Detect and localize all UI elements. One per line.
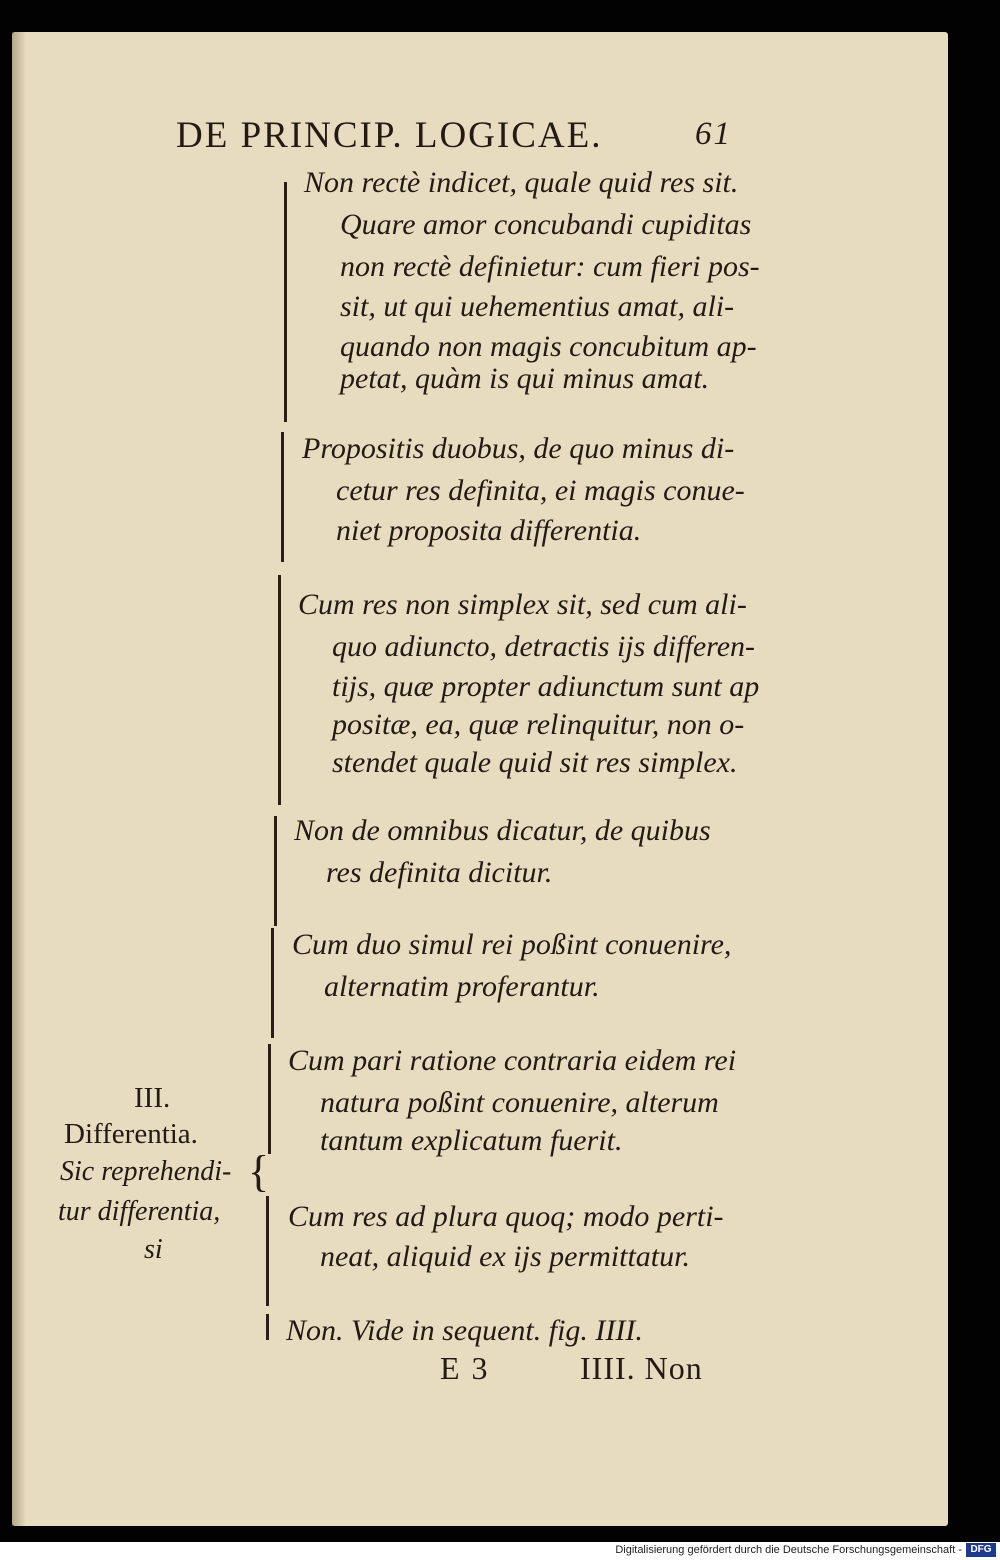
bracket-bar bbox=[274, 816, 277, 926]
entry-line: tantum explicatum fuerit. bbox=[320, 1124, 623, 1157]
entry-line: Cum res ad plura quoq; modo perti- bbox=[288, 1200, 724, 1233]
entry-line: stendet quale quid sit res simplex. bbox=[332, 746, 738, 779]
entry-line: sit, ut qui uehementius amat, ali- bbox=[340, 290, 735, 323]
running-title: DE PRINCIP. LOGICAE. bbox=[176, 115, 603, 156]
bracket-bar bbox=[266, 1196, 269, 1306]
bracket-bar bbox=[266, 1314, 269, 1340]
margin-numeral: III. bbox=[134, 1082, 171, 1114]
margin-line: tur differentia, bbox=[58, 1196, 221, 1227]
digitization-notice: Digitalisierung gefördert durch die Deutsche Forschungsgemeinschaft - bbox=[615, 1544, 962, 1556]
entry-line: cetur res definita, ei magis conue- bbox=[336, 474, 745, 507]
entry-line: Cum res non simplex sit, sed cum ali- bbox=[298, 588, 747, 621]
entry-line: Cum duo simul rei poßint conuenire, bbox=[292, 928, 732, 961]
entry-line: neat, aliquid ex ijs permittatur. bbox=[320, 1240, 690, 1273]
entry-line: positæ, ea, quæ relinquitur, non o- bbox=[332, 708, 745, 741]
entry-line: alternatim proferantur. bbox=[324, 970, 600, 1003]
dfg-logo: DFG bbox=[966, 1543, 996, 1557]
entry-line: Non. Vide in sequent. fig. IIII. bbox=[286, 1314, 643, 1347]
margin-line: Sic reprehendi- bbox=[60, 1156, 232, 1187]
entry-line: Quare amor concubandi cupiditas bbox=[340, 208, 752, 241]
page-gutter-shadow bbox=[12, 32, 26, 1526]
entry-line: quando non magis concubitum ap- bbox=[340, 330, 757, 363]
entry-line: Non rectè indicet, quale quid res sit. bbox=[304, 166, 739, 199]
bracket-bar bbox=[284, 182, 287, 422]
entry-line: tijs, quæ propter adiunctum sunt ap bbox=[332, 670, 760, 703]
entry-line: non rectè definietur: cum fieri pos- bbox=[340, 250, 760, 283]
page-number: 61 bbox=[695, 116, 732, 152]
bracket-bar bbox=[271, 928, 274, 1038]
entry-line: res definita dicitur. bbox=[326, 856, 553, 889]
entry-line: quo adiuncto, detractis ijs differen- bbox=[332, 630, 756, 663]
catchword: IIII. Non bbox=[580, 1350, 703, 1386]
entry-line: niet proposita differentia. bbox=[336, 514, 642, 547]
entry-line: petat, quàm is qui minus amat. bbox=[340, 362, 710, 395]
entry-line: Propositis duobus, de quo minus di- bbox=[302, 432, 735, 465]
bracket-bar bbox=[281, 432, 284, 562]
curly-brace: { bbox=[248, 1147, 270, 1196]
entry-line: natura poßint conuenire, alterum bbox=[320, 1086, 719, 1119]
bracket-bar bbox=[268, 1044, 271, 1154]
margin-line: si bbox=[144, 1234, 163, 1265]
entry-line: Cum pari ratione contraria eidem rei bbox=[288, 1044, 737, 1077]
signature-mark: E 3 bbox=[440, 1350, 490, 1386]
bracket-bar bbox=[278, 575, 281, 805]
margin-title: Differentia. bbox=[64, 1118, 198, 1150]
entry-line: Non de omnibus dicatur, de quibus bbox=[294, 814, 711, 847]
